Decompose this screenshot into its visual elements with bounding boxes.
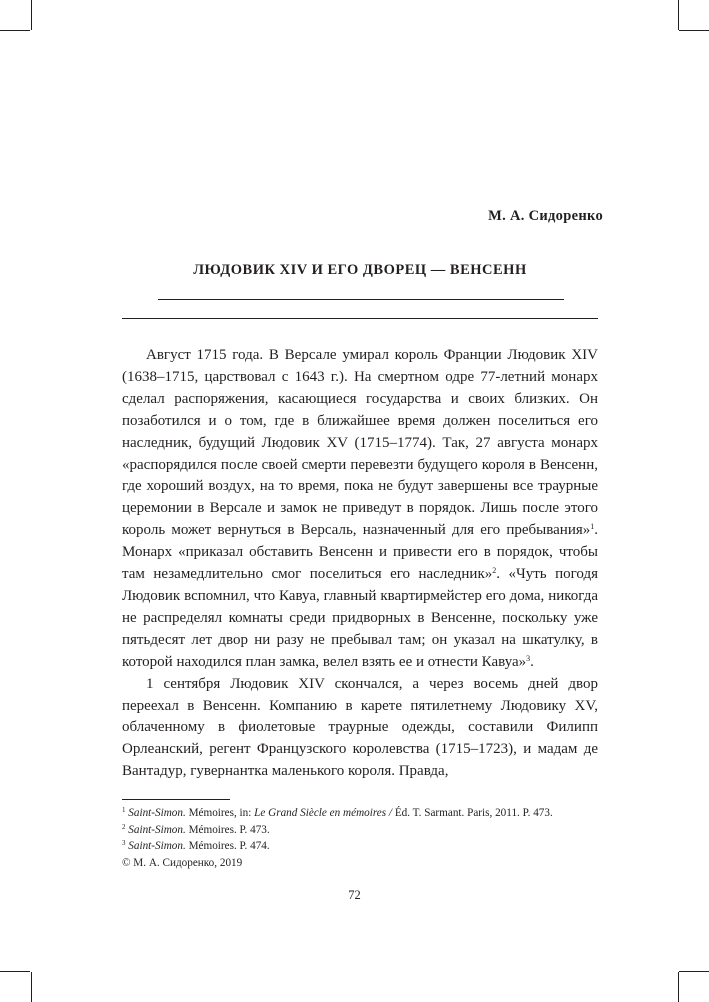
footnote-ref-2: 2	[492, 566, 497, 576]
footnote-1	[122, 805, 612, 822]
paragraph-2: 1 сентября Людовик XIV скончался, а через восемь дней двор переехал в Венсенн. Компанию в карете пятилетнему Людовику XV, облаченному в фиолетовые траурные одежды, составили Филипп Орлеанский, регент Французского королевства (1715–1723), и мадам де Вантадур, гувернантка маленького короля. Правда,	[122, 675, 598, 780]
footnote-3-author: Saint-Simon.	[128, 840, 186, 852]
footnote-2-text: Mémoires. P. 473.	[185, 823, 270, 836]
title-rule-short	[158, 299, 564, 300]
footnote-2-author: Saint-Simon.	[128, 823, 186, 836]
footnote-ref-1: 1	[590, 522, 595, 532]
footnote-3-text: Mémoires. P. 474.	[185, 840, 270, 852]
paragraph-1	[122, 345, 598, 674]
crop-mark-bottom-left	[31, 972, 32, 1002]
footnote-ref-3: 3	[526, 653, 531, 663]
footnote-3-number: 3	[122, 839, 126, 847]
footnote-1-text-1: Mémoires, in:	[185, 807, 255, 819]
paragraph-1-text-4: .	[530, 653, 534, 670]
crop-mark-bottom-right	[678, 972, 679, 1002]
page-number: 72	[348, 888, 361, 902]
crop-mark-top-left	[31, 0, 32, 30]
crop-mark-top-left-h	[0, 30, 30, 31]
footnote-separator	[122, 799, 230, 800]
crop-mark-bottom-right-h	[679, 971, 709, 972]
article-author: М. А. Сидоренко	[488, 208, 603, 224]
footnote-1-number: 1	[122, 806, 126, 814]
paragraph-1-text-1: Август 1715 года. В Версале умирал король Франции Людовик XIV (1638–1715, царствовал с 1643 г.). На смертном одре 77-летний монарх сделал распоряжения, касающиеся государства и своих близких. Он позаботился и о том, где в ближайшее время должен поселиться его наследник, будущий Людовик XV (1715–1774). Так, 27 августа монарх «распорядился после своей смерти перевезти будущего короля в Венсенн, где хороший воздух, на то время, пока не будут завершены все траурные церемонии в Версале и замок не приведут в порядок. Лишь после этого король может вернуться в Версаль, назначенный для его пребывания»	[122, 347, 598, 539]
footnote-1-text-2: Éd. T. Sarmant. Paris, 2011. P. 473.	[392, 807, 553, 819]
paragraph-1-text-3: . «Чуть погодя Людовик вспомнил, что Кавуа, главный квартирмейстер его дома, никогда не распределял комнаты среди придворных в Венсенне, поскольку уже пятьдесят лет двор ни разу не пребывал там; он указал на шкатулку, в которой находился план замка, велел взять ее и отнести Кавуа»	[122, 566, 598, 670]
title-rule-long	[122, 318, 598, 319]
article-title: ЛЮДОВИК XIV И ЕГО ДВОРЕЦ — ВЕНСЕНН	[193, 262, 527, 278]
footnote-3	[122, 838, 612, 855]
footnote-1-author: Saint-Simon.	[128, 807, 186, 819]
footnote-1-source-title: Le Grand Siècle en mémoires /	[254, 807, 393, 819]
paragraph-1-text-2: . Монарх «приказал обставить Венсенн и привести его в порядок, чтобы там незамедлительно смог поселиться его наследник»	[122, 522, 598, 583]
footnote-2-number: 2	[122, 822, 126, 831]
copyright-notice: © М. А. Сидоренко, 2019	[122, 856, 243, 869]
crop-mark-top-right	[678, 0, 679, 30]
footnote-2	[122, 822, 612, 839]
crop-mark-bottom-left-h	[0, 971, 30, 972]
article-body	[122, 345, 598, 783]
footnotes	[122, 805, 612, 871]
crop-mark-top-right-h	[679, 30, 709, 31]
